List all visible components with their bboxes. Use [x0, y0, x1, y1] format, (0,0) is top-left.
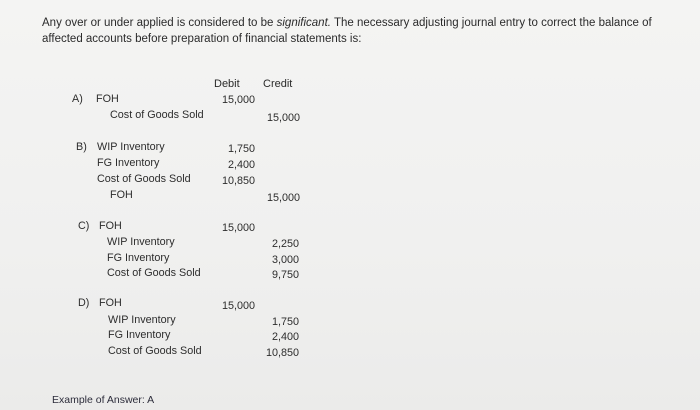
example-answer: Example of Answer: A	[52, 394, 155, 406]
option-c-debit-1: 15,000	[221, 222, 255, 234]
option-d-debit-1: 15,000	[221, 300, 255, 312]
option-d-credit-3: 2,400	[271, 331, 299, 343]
option-c-credit-2: 2,250	[271, 238, 299, 250]
question-text	[42, 15, 682, 47]
option-d-credit-4: 10,850	[265, 347, 299, 359]
option-b-account-3: Cost of Goods Sold	[97, 173, 191, 185]
option-b-label: B)	[76, 141, 87, 153]
option-c-account-3: FG Inventory	[107, 252, 170, 264]
option-b-debit-2: 2,400	[227, 159, 255, 171]
option-a-debit-1: 15,000	[221, 94, 255, 106]
option-d-credit-2: 1,750	[271, 316, 299, 328]
option-b-account-1: WIP Inventory	[97, 141, 165, 153]
option-d-label: D)	[78, 297, 90, 309]
option-a-account-2: Cost of Goods Sold	[110, 109, 204, 121]
option-a-account-1: FOH	[96, 93, 119, 105]
option-d-account-4: Cost of Goods Sold	[108, 345, 202, 357]
option-d-account-3: FG Inventory	[108, 329, 171, 341]
option-b-account-4: FOH	[110, 189, 133, 201]
option-c-account-2: WIP Inventory	[107, 236, 175, 248]
option-b-credit-4: 15,000	[266, 192, 300, 204]
option-b-account-2: FG Inventory	[97, 157, 160, 169]
option-c-account-4: Cost of Goods Sold	[107, 267, 201, 279]
option-c-account-1: FOH	[99, 220, 122, 232]
option-c-credit-3: 3,000	[271, 254, 299, 266]
debit-header: Debit	[214, 78, 240, 90]
option-a-label: A)	[72, 93, 83, 105]
option-b-debit-1: 1,750	[227, 143, 255, 155]
option-d-account-2: WIP Inventory	[108, 314, 176, 326]
option-c-credit-4: 9,750	[271, 269, 299, 281]
question-text-end: The necessary adjusting journal entry to correct the balance of affected accounts before preparation of financial statements is:	[42, 17, 652, 45]
option-d-account-1: FOH	[99, 297, 122, 309]
option-a-credit-2: 15,000	[266, 112, 300, 124]
option-c-label: C)	[78, 220, 90, 232]
question-text-start: Any over or under applied is considered to be	[42, 17, 277, 29]
option-b-debit-3: 10,850	[221, 175, 255, 187]
question-emphasis: significant.	[276, 17, 331, 29]
credit-header: Credit	[263, 78, 293, 90]
